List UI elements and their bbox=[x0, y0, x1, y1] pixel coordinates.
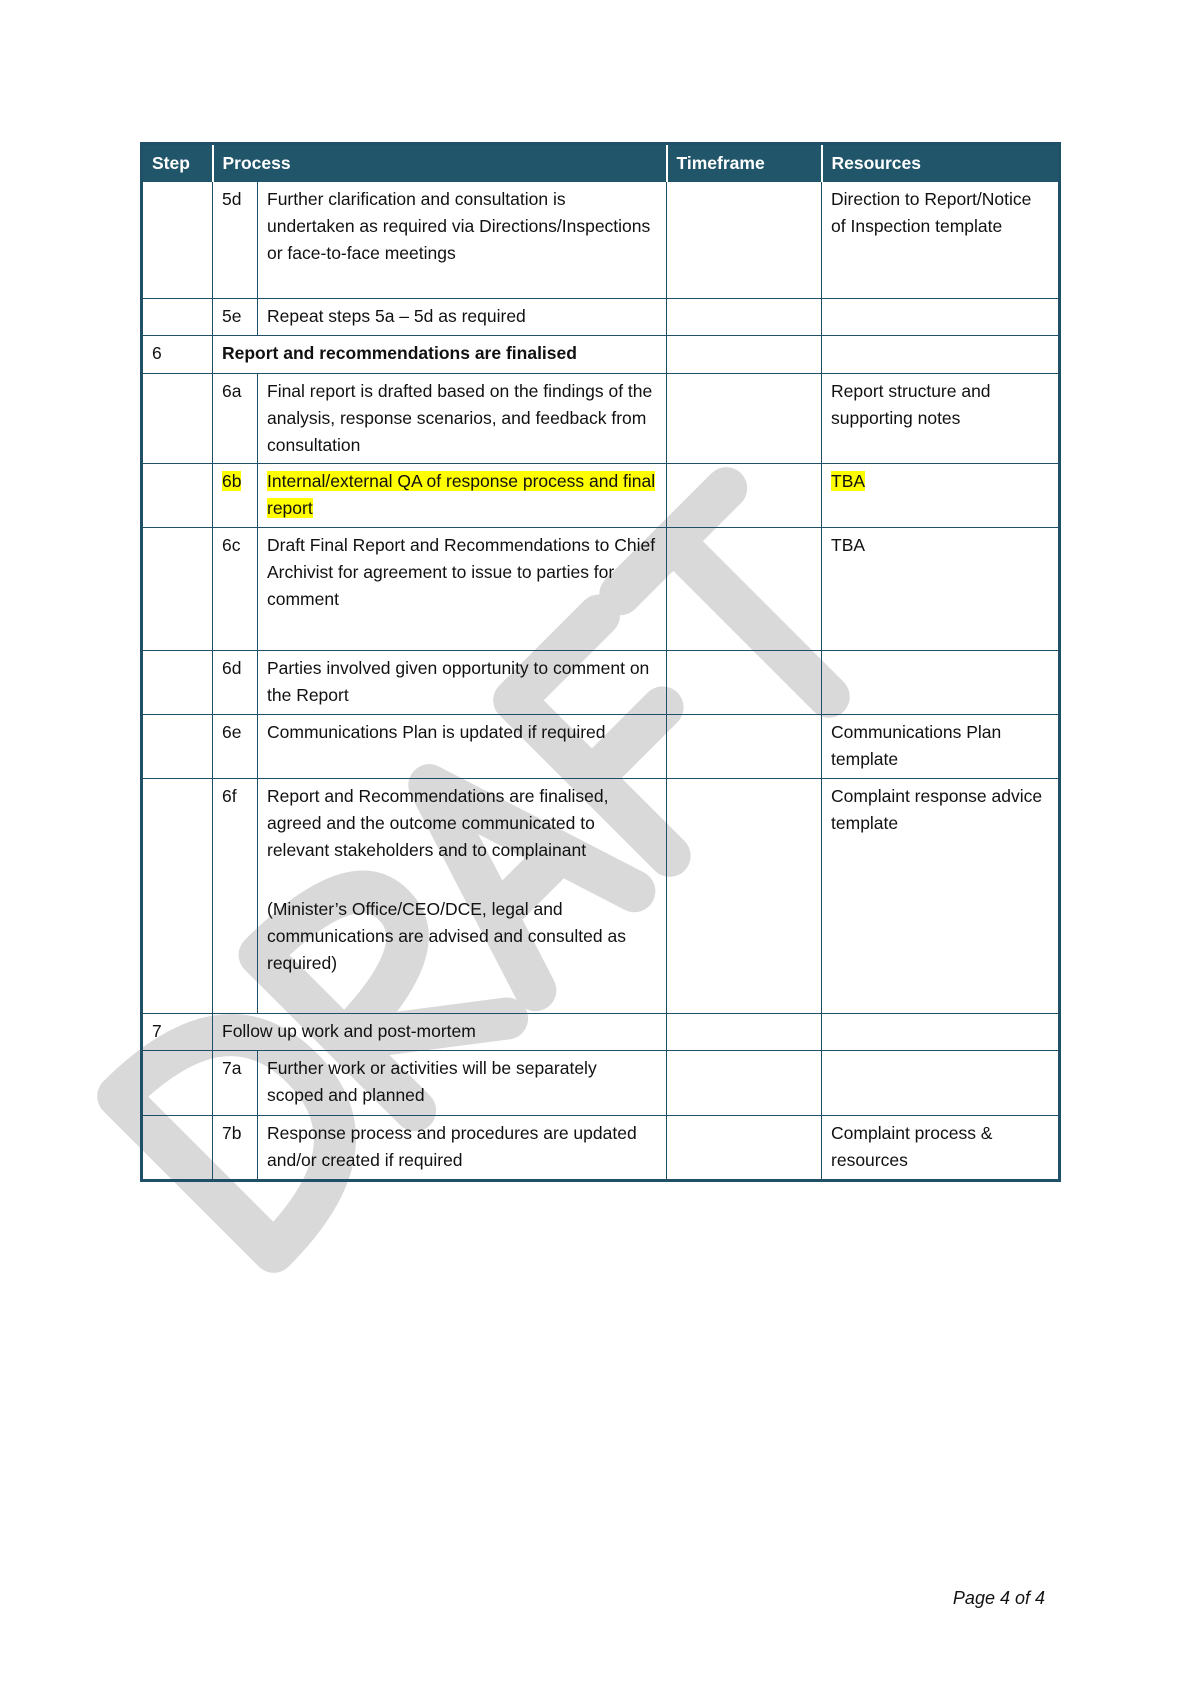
timeframe-cell bbox=[667, 1014, 822, 1051]
process-text: Report and Recommendations are finalised, agreed and the outcome communicated to relevant stakeholders and to complainant bbox=[267, 786, 609, 860]
step-cell bbox=[142, 299, 213, 336]
process-text: Draft Final Report and Recommendations to Chief Archivist for agreement to issue to parties for comment bbox=[267, 535, 656, 609]
table-row bbox=[142, 1116, 1060, 1181]
step-cell bbox=[142, 1116, 213, 1181]
timeframe-cell bbox=[667, 651, 822, 715]
table-row bbox=[142, 299, 1060, 336]
step-cell bbox=[142, 528, 213, 651]
resources-cell bbox=[822, 336, 1060, 374]
step-cell bbox=[142, 779, 213, 1014]
process-text: Parties involved given opportunity to comment on the Report bbox=[267, 658, 650, 705]
step-cell bbox=[142, 715, 213, 779]
timeframe-cell bbox=[667, 1051, 822, 1116]
resources-cell bbox=[822, 1014, 1060, 1051]
step-number: 7 bbox=[142, 1014, 213, 1051]
step-title: Follow up work and post-mortem bbox=[213, 1014, 667, 1051]
process-note: (Minister’s Office/CEO/DCE, legal and communications are advised and consulted as required) bbox=[267, 899, 626, 973]
process-table bbox=[140, 142, 1061, 1182]
timeframe-cell bbox=[667, 715, 822, 779]
step-title: Report and recommendations are finalised bbox=[213, 336, 667, 374]
timeframe-cell bbox=[667, 1116, 822, 1181]
table-row bbox=[142, 336, 1060, 374]
step-cell bbox=[142, 464, 213, 528]
process-text: Further work or activities will be separately scoped and planned bbox=[267, 1058, 597, 1105]
table-row bbox=[142, 1014, 1060, 1051]
substep-label: 6e bbox=[222, 722, 242, 742]
table-row bbox=[142, 182, 1060, 299]
header-process: Process bbox=[213, 144, 667, 182]
substep-label: 6f bbox=[222, 786, 237, 806]
table-row bbox=[142, 528, 1060, 651]
substep-label: 5d bbox=[222, 189, 242, 209]
step-cell bbox=[142, 651, 213, 715]
header-step: Step bbox=[142, 144, 213, 182]
process-text: Repeat steps 5a – 5d as required bbox=[267, 306, 526, 326]
process-text: Communications Plan is updated if required bbox=[267, 722, 606, 742]
step-cell bbox=[142, 1051, 213, 1116]
header-resources: Resources bbox=[822, 144, 1060, 182]
resources-text: Complaint process & resources bbox=[831, 1123, 993, 1170]
timeframe-cell bbox=[667, 336, 822, 374]
process-text: Further clarification and consultation is undertaken as required via Directions/Inspections or face-to-face meetings bbox=[267, 189, 651, 263]
resources-text: TBA bbox=[831, 471, 866, 491]
step-cell bbox=[142, 374, 213, 464]
timeframe-cell bbox=[667, 779, 822, 1014]
table-row bbox=[142, 779, 1060, 1014]
process-text: Final report is drafted based on the findings of the analysis, response scenarios, and feedback from consultation bbox=[267, 381, 653, 455]
table-row bbox=[142, 374, 1060, 464]
step-number: 6 bbox=[142, 336, 213, 374]
resources-text: Direction to Report/Notice of Inspection template bbox=[831, 189, 1032, 236]
timeframe-cell bbox=[667, 374, 822, 464]
resources-text: Report structure and supporting notes bbox=[831, 381, 991, 428]
timeframe-cell bbox=[667, 182, 822, 299]
table-row bbox=[142, 464, 1060, 528]
substep-label: 7b bbox=[222, 1123, 242, 1143]
table-row bbox=[142, 651, 1060, 715]
substep-label: 6c bbox=[222, 535, 241, 555]
resources-text: TBA bbox=[831, 535, 866, 555]
page-number: Page 4 of 4 bbox=[952, 1588, 1045, 1608]
process-text: Response process and procedures are updated and/or created if required bbox=[267, 1123, 637, 1170]
substep-label: 6d bbox=[222, 658, 242, 678]
substep-label: 6a bbox=[222, 381, 242, 401]
substep-label: 5e bbox=[222, 306, 242, 326]
timeframe-cell bbox=[667, 464, 822, 528]
substep-label: 6b bbox=[222, 471, 242, 491]
substep-label: 7a bbox=[222, 1058, 242, 1078]
table-header bbox=[142, 144, 1060, 182]
table-row bbox=[142, 1051, 1060, 1116]
process-text: Internal/external QA of response process and final report bbox=[267, 471, 656, 518]
timeframe-cell bbox=[667, 528, 822, 651]
header-timeframe: Timeframe bbox=[667, 144, 822, 182]
timeframe-cell bbox=[667, 299, 822, 336]
table-row bbox=[142, 715, 1060, 779]
step-cell bbox=[142, 182, 213, 299]
resources-text: Communications Plan template bbox=[831, 722, 1002, 769]
resources-text: Complaint response advice template bbox=[831, 786, 1043, 833]
